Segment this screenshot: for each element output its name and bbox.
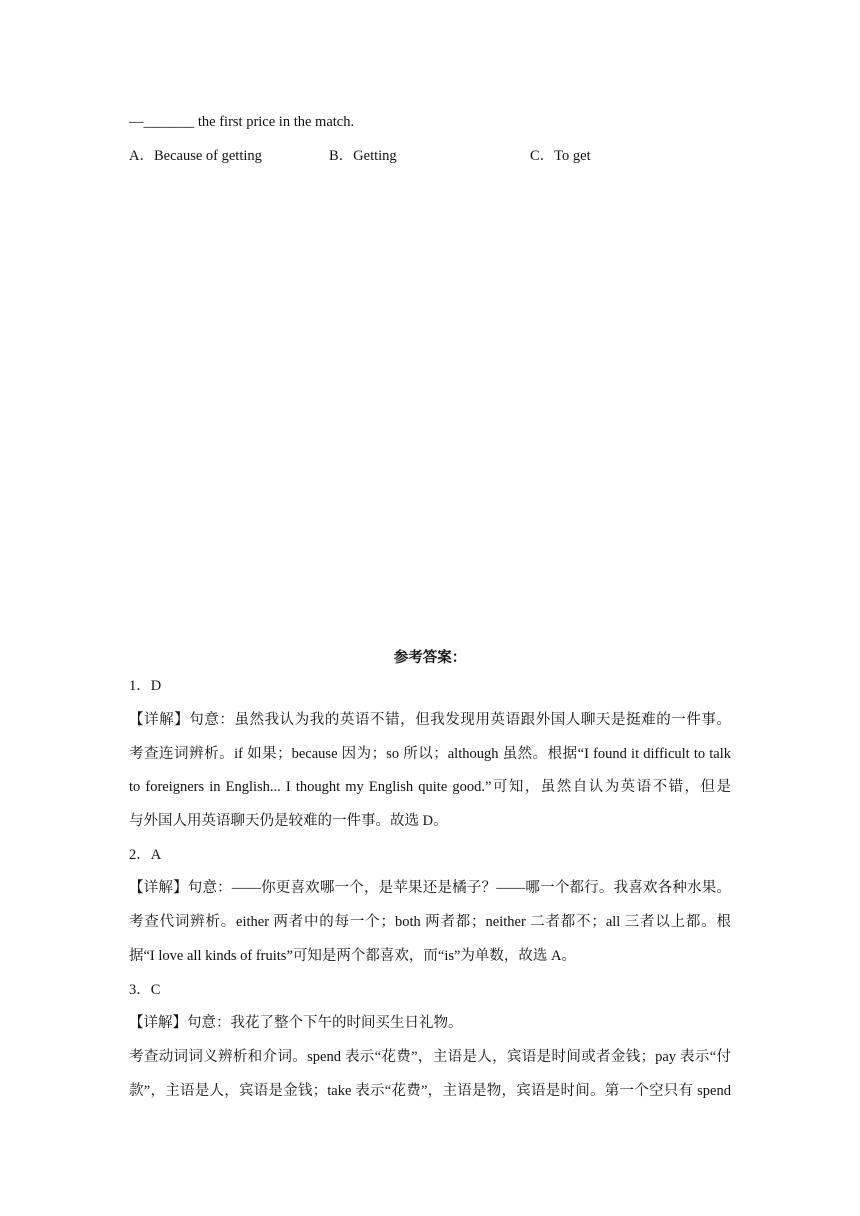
- answer-1-line-4: 与外国人用英语聊天仍是较难的一件事。故选 D。: [129, 813, 448, 829]
- answers-heading: 参考答案：: [393, 650, 467, 666]
- option-b: B．Getting: [329, 148, 397, 164]
- option-a: A．Because of getting: [129, 148, 262, 164]
- answer-2-line-3: 据“I love all kinds of fruits”可知是两个都喜欢，而“is”为单数，故选 A。: [129, 948, 577, 964]
- answer-3-line-1: 【详解】句意：我花了整个下午的时间买生日礼物。: [129, 1015, 463, 1031]
- answer-1-number: 1．D: [129, 678, 162, 694]
- option-c: C．To get: [530, 148, 591, 164]
- answer-1-line-2: 考查连词辨析。if 如果；because 因为；so 所以；although 虽然。根据“I found it difficult to talk: [129, 746, 731, 762]
- answer-2-number: 2．A: [129, 847, 162, 863]
- answer-2-line-2: 考查代词辨析。either 两者中的每一个；both 两者都；neither 二者都不；all 三者以上都。根: [129, 914, 731, 930]
- answer-1-line-1: 【详解】句意：虽然我认为我的英语不错，但我发现用英语跟外国人聊天是挺难的一件事。: [129, 712, 731, 728]
- answer-3-line-2: 考查动词词义辨析和介词。spend 表示“花费”，主语是人，宾语是时间或者金钱；pay 表示“付: [129, 1049, 731, 1065]
- answer-1-line-3: to foreigners in English... I thought my English quite good.”可知，虽然自认为英语不错，但是: [129, 779, 731, 795]
- question-prompt: —_______ the first price in the match.: [129, 114, 355, 130]
- answer-3-line-3: 款”，主语是人，宾语是金钱；take 表示“花费”，主语是物，宾语是时间。第一个空只有 spend: [129, 1083, 731, 1099]
- answer-3-number: 3．C: [129, 982, 161, 998]
- answer-2-line-1: 【详解】句意：——你更喜欢哪一个，是苹果还是橘子？——哪一个都行。我喜欢各种水果。: [129, 880, 731, 896]
